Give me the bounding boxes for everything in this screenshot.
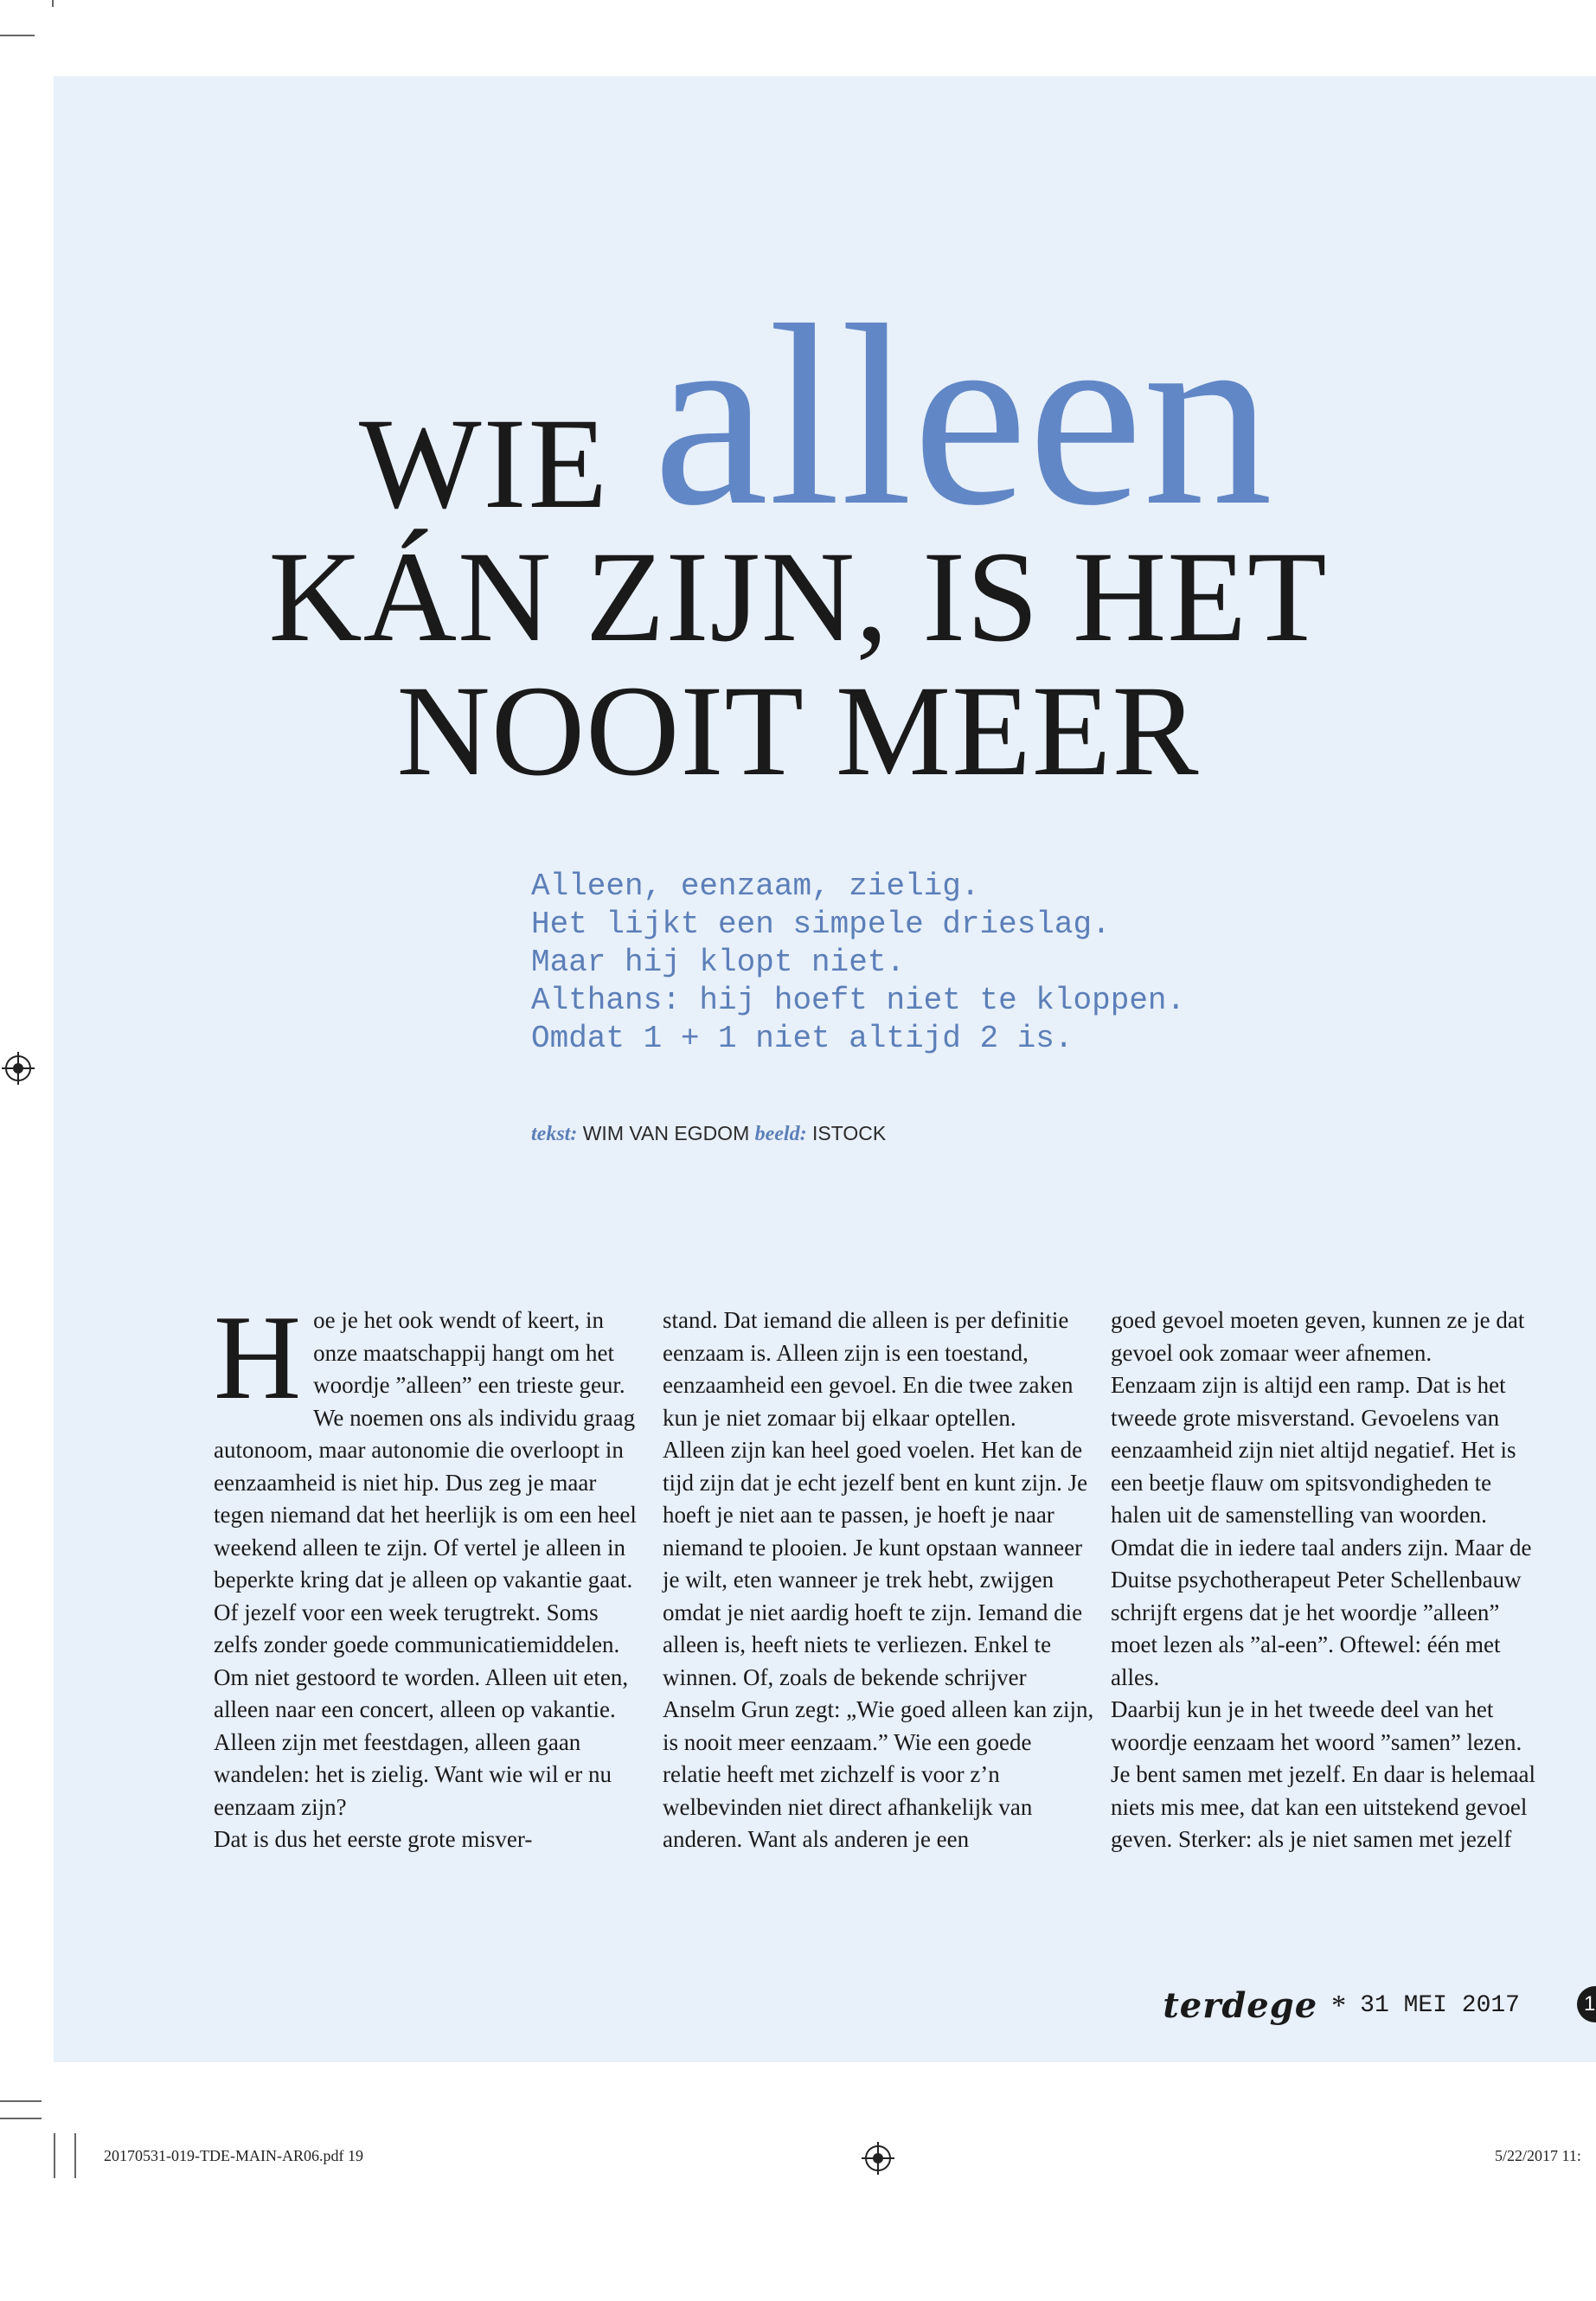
body-paragraph: goed gevoel moeten geven, kunnen ze je dat gevoel ook zomaar weer afnemen. — [1111, 1307, 1525, 1366]
body-column-2 — [663, 1304, 1095, 1856]
print-slug-datetime: 5/22/2017 11: — [1495, 2147, 1581, 2164]
intro-line: Althans: hij hoeft niet te kloppen. — [531, 983, 1186, 1018]
body-paragraph: Dat is dus het eerste grote misver- — [214, 1826, 533, 1852]
body-column-3 — [1111, 1304, 1543, 1856]
page-footer — [1163, 1985, 1520, 2026]
print-slug-file: 20170531-019-TDE-MAIN-AR06.pdf 19 — [104, 2147, 363, 2164]
headline-highlight: alleen — [653, 272, 1273, 559]
body-column-1 — [214, 1291, 646, 1856]
byline-author: WIM VAN EGDOM — [582, 1122, 750, 1144]
registration-mark-icon — [865, 2145, 891, 2171]
byline — [531, 1122, 886, 1146]
body-paragraph: stand. Dat iemand die alleen is per definitie eenzaam is. Alleen zijn is een toestand, eenzaamheid een gevoel. En die twee zaken kun je niet zomaar bij elkaar optellen. — [663, 1307, 1074, 1431]
byline-text-label: tekst: — [531, 1123, 578, 1145]
intro-text — [531, 868, 1185, 1058]
page-number: 1 — [1577, 1986, 1596, 2022]
body-paragraph: Alleen zijn kan heel goed voelen. Het kan de tijd zijn dat je echt jezelf bent en kunt zijn. Je hoeft je niet aan te passen, je hoeft je naar niemand te plooien. Je kunt opstaan wanneer je wilt, eten wanneer je trek hebt, zwijgen omdat je niet aardig hoeft te zijn. Iemand die alleen is, heeft niets te verliezen. Enkel te winnen. Of, zoals de bekende schrijver Anselm Grun zegt: „Wie goed alleen kan zijn, is nooit meer eenzaam.” Wie een goede relatie heeft met zichzelf is voor z’n welbevinden niet direct afhankelijk van anderen. Want als anderen je een — [663, 1437, 1094, 1852]
crop-mark — [0, 35, 35, 36]
byline-image-label: beeld: — [754, 1123, 807, 1145]
intro-line: Omdat 1 + 1 niet altijd 2 is. — [531, 1021, 1074, 1056]
issue-date: 31 MEI 2017 — [1360, 1992, 1520, 2019]
intro-line: Alleen, eenzaam, zielig. — [531, 868, 980, 904]
body-paragraph — [214, 1291, 646, 1823]
drop-cap: H — [214, 1291, 302, 1425]
crop-mark — [54, 2133, 55, 2178]
intro-line: Maar hij klopt niet. — [531, 945, 906, 980]
headline-word-wie: WIE — [359, 392, 610, 535]
crop-mark — [0, 2118, 42, 2119]
headline-line-3: NOOIT MEER — [396, 659, 1200, 803]
crop-mark — [74, 2133, 76, 2178]
headline-row-1 — [359, 272, 1432, 559]
asterisk-separator: * — [1331, 1989, 1347, 2022]
body-paragraph: Eenzaam zijn is altijd een ramp. Dat is het tweede grote misverstand. Gevoelens van eenzaamheid zijn niet altijd negatief. Het is een beetje flauw om spitsvondigheden te halen uit de samenstelling van woorden. Omdat die in iedere taal anders zijn. Maar de Duitse psychotherapeut Peter Schellenbauw schrijft ergens dat je het woordje ”alleen” moet lezen als ”al-een”. Oftewel: één met alles. — [1111, 1372, 1532, 1690]
crop-mark — [52, 0, 54, 7]
paragraph-text: oe je het ook wendt of keert, in onze maatschappij hangt om het woordje ”alleen” een trieste geur. We noemen ons als individu graag autonoom, maar autonomie die overloopt in eenzaamheid is niet hip. Dus zeg je maar tegen niemand dat het heerlijk is om een heel weekend alleen te zijn. Of vertel je alleen in beperkte kring dat je alleen op vakantie gaat. Of jezelf voor een week terugtrekt. Soms zelfs zonder goede communicatiemiddelen. Om niet gestoord te worden. Alleen uit eten, alleen naar een concert, alleen op vakantie. Alleen zijn met feestdagen, alleen gaan wandelen: het is zielig. Want wie wil er nu eenzaam zijn? — [214, 1307, 637, 1820]
crop-mark — [0, 2100, 42, 2102]
registration-mark-icon — [5, 1055, 31, 1081]
body-paragraph: Daarbij kun je in het tweede deel van het woordje eenzaam het woord ”samen” lezen. Je bent samen met jezelf. En daar is helemaal niets mis mee, dat kan een uitstekend gevoel geven. Sterker: als je niet samen met jezelf — [1111, 1696, 1536, 1852]
byline-image-credit: ISTOCK — [811, 1122, 887, 1144]
magazine-logo: terdege — [1163, 1985, 1318, 2026]
headline-line-2: KÁN ZIJN, IS HET — [268, 525, 1328, 669]
intro-line: Het lijkt een simpele drieslag. — [531, 907, 1111, 942]
